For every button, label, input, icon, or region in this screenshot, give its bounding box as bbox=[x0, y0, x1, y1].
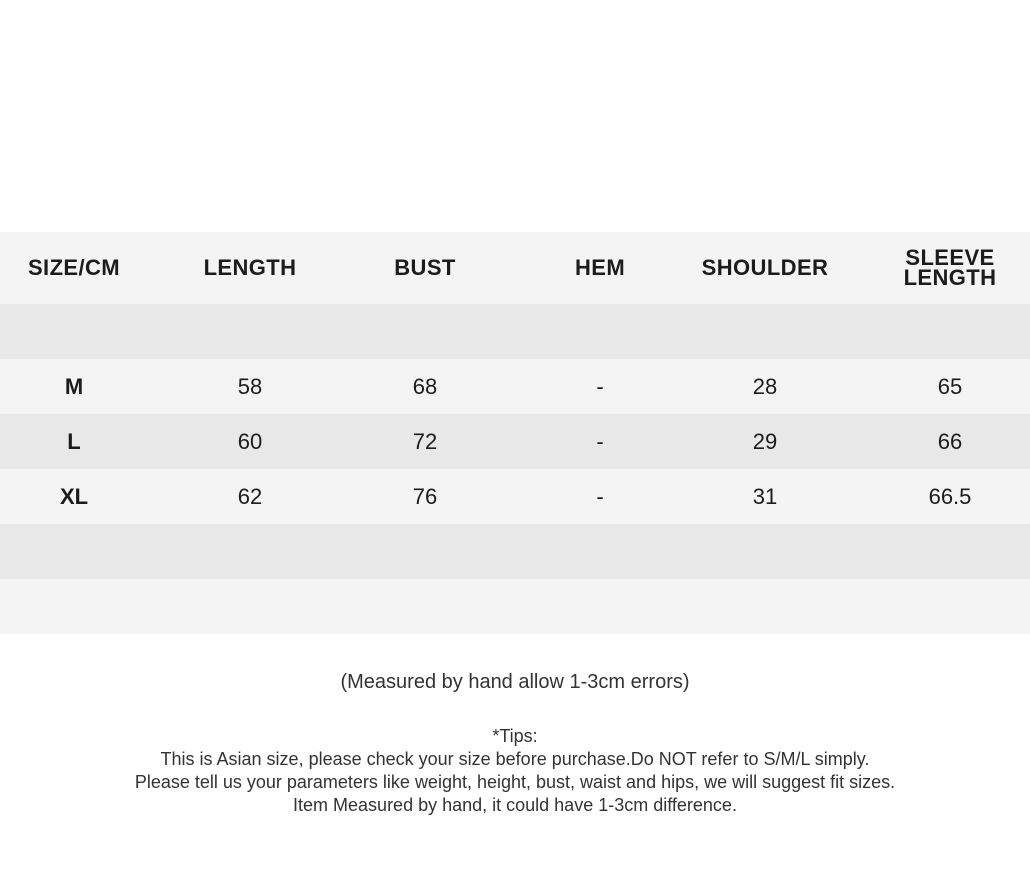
table-cell-shoulder: 28 bbox=[752, 373, 778, 399]
header-hem: HEM bbox=[574, 255, 626, 280]
table-cell bbox=[880, 524, 1020, 579]
table-cell-size: XL bbox=[59, 483, 89, 509]
table-row bbox=[0, 304, 1030, 359]
table-cell-sleeve-length: 66.5 bbox=[928, 483, 972, 509]
table-header-row bbox=[0, 232, 1030, 304]
tips-line: Please tell us your parameters like weight, height, bust, waist and hips, we will suggest fit sizes. bbox=[134, 772, 896, 792]
header-size-cm: SIZE/CM bbox=[27, 255, 121, 280]
table-cell bbox=[880, 304, 1020, 359]
table-cell bbox=[355, 579, 495, 634]
header-length: LENGTH bbox=[203, 255, 297, 280]
table-cell bbox=[180, 524, 320, 579]
table-cell-hem: - bbox=[596, 483, 604, 509]
table-cell-length: 60 bbox=[237, 428, 263, 454]
table-cell bbox=[4, 579, 144, 634]
table-cell-bust: 72 bbox=[412, 428, 438, 454]
table-cell bbox=[355, 304, 495, 359]
table-row bbox=[0, 524, 1030, 579]
table-cell bbox=[180, 579, 320, 634]
table-cell-bust: 76 bbox=[412, 483, 438, 509]
table-cell-size: M bbox=[64, 373, 84, 399]
table-cell bbox=[530, 524, 670, 579]
table-cell-sleeve-length: 66 bbox=[937, 428, 963, 454]
tips-line: Item Measured by hand, it could have 1-3cm difference. bbox=[293, 795, 737, 815]
tips-line: This is Asian size, please check your size before purchase.Do NOT refer to S/M/L simply. bbox=[160, 749, 870, 769]
table-cell-size: L bbox=[67, 428, 81, 454]
table-cell bbox=[4, 304, 144, 359]
tips-title: *Tips: bbox=[492, 726, 538, 746]
table-cell bbox=[675, 524, 855, 579]
table-cell-shoulder: 29 bbox=[752, 428, 778, 454]
table-row bbox=[0, 469, 1030, 524]
header-sleeve-length: SLEEVE LENGTH bbox=[903, 245, 997, 290]
table-cell-length: 62 bbox=[237, 483, 263, 509]
table-cell-hem: - bbox=[596, 373, 604, 399]
table-cell-shoulder: 31 bbox=[752, 483, 778, 509]
table-cell-bust: 68 bbox=[412, 373, 438, 399]
tips-section bbox=[0, 725, 1030, 817]
header-shoulder: SHOULDER bbox=[701, 255, 829, 280]
table-cell bbox=[530, 304, 670, 359]
table-cell bbox=[675, 579, 855, 634]
measurement-note: (Measured by hand allow 1-3cm errors) bbox=[340, 671, 690, 693]
table-row bbox=[0, 359, 1030, 414]
header-bust: BUST bbox=[394, 255, 456, 280]
table-row bbox=[0, 579, 1030, 634]
table-cell-sleeve-length: 65 bbox=[937, 373, 963, 399]
table-row bbox=[0, 414, 1030, 469]
table-cell bbox=[530, 579, 670, 634]
table-cell-length: 58 bbox=[237, 373, 263, 399]
table-cell bbox=[355, 524, 495, 579]
size-chart-table bbox=[0, 232, 1030, 634]
table-cell bbox=[4, 524, 144, 579]
table-cell bbox=[180, 304, 320, 359]
table-cell bbox=[880, 579, 1020, 634]
table-cell-hem: - bbox=[596, 428, 604, 454]
table-cell bbox=[675, 304, 855, 359]
